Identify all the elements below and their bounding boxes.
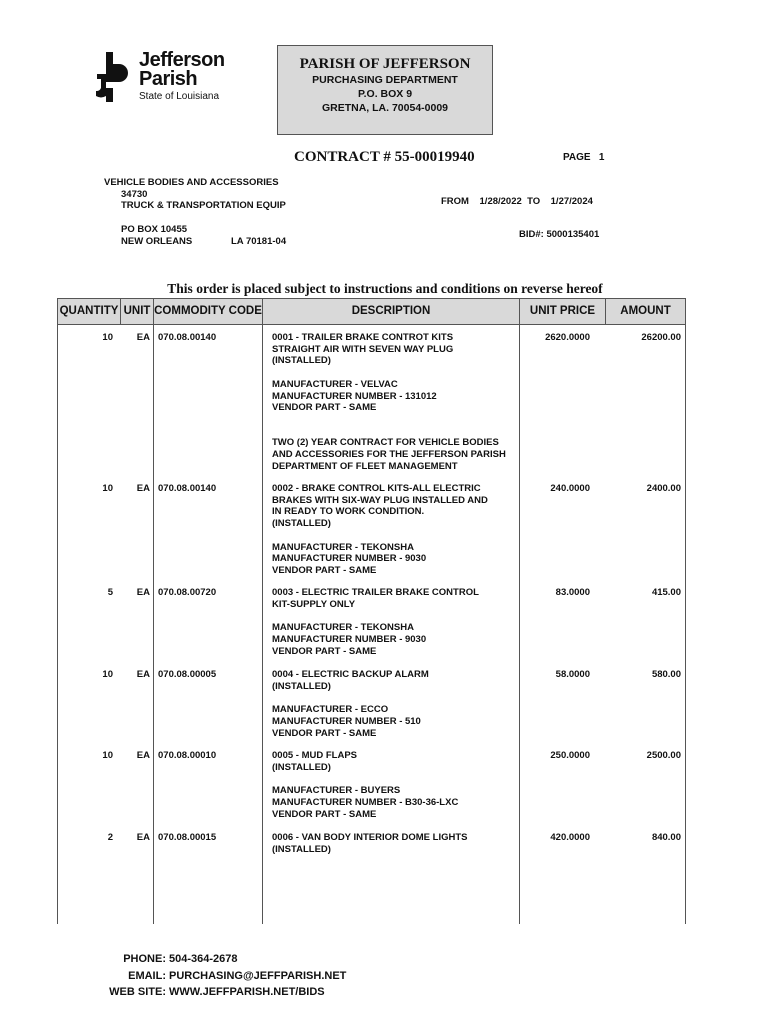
description-line: MANUFACTURER NUMBER - B30-36-LXC bbox=[272, 796, 459, 808]
logo-line-1: Jefferson bbox=[139, 49, 225, 71]
col-description: DESCRIPTION bbox=[263, 299, 520, 324]
header-line-city: GRETNA, LA. 70054-0009 bbox=[321, 102, 449, 114]
description-line: MANUFACTURER - TEKONSHA bbox=[272, 622, 414, 634]
header-line-po-box: P.O. BOX 9 bbox=[357, 88, 413, 100]
row-quantity: 10 bbox=[102, 669, 113, 680]
description-line: VENDOR PART - SAME bbox=[272, 727, 377, 739]
description-line: MANUFACTURER - BUYERS bbox=[272, 785, 401, 797]
description-line: VENDOR PART - SAME bbox=[272, 645, 377, 657]
page-number: PAGE 1 bbox=[563, 152, 605, 163]
table-border-right bbox=[685, 325, 686, 924]
row-unit-price: 2620.0000 bbox=[545, 332, 590, 343]
row-commodity-code: 070.08.00010 bbox=[158, 750, 217, 761]
description-line: (INSTALLED) bbox=[272, 680, 331, 692]
description-line: 0002 - BRAKE CONTROL KITS-ALL ELECTRIC bbox=[272, 483, 481, 494]
description-line: AND ACCESSORIES FOR THE JEFFERSON PARISH bbox=[272, 448, 506, 460]
row-description bbox=[272, 832, 527, 855]
description-line: MANUFACTURER - ECCO bbox=[272, 704, 389, 716]
description-line: 0006 - VAN BODY INTERIOR DOME LIGHTS bbox=[272, 832, 468, 843]
row-amount: 580.00 bbox=[651, 669, 681, 680]
description-line: (INSTALLED) bbox=[272, 761, 331, 773]
row-commodity-code: 070.08.00005 bbox=[158, 669, 217, 680]
row-unit-price: 250.0000 bbox=[550, 750, 590, 761]
description-line: TWO (2) YEAR CONTRACT FOR VEHICLE BODIES bbox=[272, 437, 499, 449]
description-line bbox=[272, 610, 527, 622]
description-line bbox=[272, 530, 527, 542]
description-line: VENDOR PART - SAME bbox=[272, 564, 377, 576]
col-quantity: QUANTITY bbox=[58, 299, 121, 324]
vendor-number: 34730 bbox=[121, 188, 148, 200]
table-divider-unit bbox=[153, 325, 154, 924]
col-commodity-code: COMMODITY CODE bbox=[154, 299, 263, 324]
vendor-name: VEHICLE BODIES AND ACCESSORIES bbox=[104, 177, 279, 188]
vendor-block bbox=[104, 177, 286, 212]
contract-period: FROM 1/28/2022 TO 1/27/2024 bbox=[441, 196, 593, 207]
description-line: (INSTALLED) bbox=[272, 843, 331, 855]
description-line: BRAKES WITH SIX-WAY PLUG INSTALLED AND bbox=[272, 494, 488, 506]
row-quantity: 10 bbox=[102, 332, 113, 343]
website-label: WEB SITE: bbox=[109, 986, 166, 998]
vendor-city: NEW ORLEANS bbox=[121, 235, 193, 247]
description-line: MANUFACTURER - TEKONSHA bbox=[272, 541, 414, 553]
row-description bbox=[272, 332, 527, 472]
description-line: MANUFACTURER NUMBER - 9030 bbox=[272, 633, 427, 645]
description-line: MANUFACTURER NUMBER - 9030 bbox=[272, 553, 427, 565]
row-commodity-code: 070.08.00140 bbox=[158, 332, 217, 343]
row-amount: 2500.00 bbox=[646, 750, 681, 761]
description-line: KIT-SUPPLY ONLY bbox=[272, 598, 356, 610]
table-header bbox=[57, 298, 686, 325]
col-unit-price: UNIT PRICE bbox=[520, 299, 606, 324]
row-quantity: 5 bbox=[107, 587, 113, 598]
contact-footer bbox=[104, 951, 346, 1001]
row-quantity: 2 bbox=[107, 832, 113, 843]
bid-number: BID#: 5000135401 bbox=[519, 229, 600, 240]
description-line: 0004 - ELECTRIC BACKUP ALARM bbox=[272, 669, 429, 680]
parish-logo-mark-icon bbox=[95, 50, 133, 105]
description-line: 0003 - ELECTRIC TRAILER BRAKE CONTROL bbox=[272, 587, 479, 598]
row-unit: EA bbox=[136, 832, 150, 843]
row-amount: 840.00 bbox=[651, 832, 681, 843]
header-line-department: PURCHASING DEPARTMENT bbox=[312, 74, 458, 86]
description-line: IN READY TO WORK CONDITION. bbox=[272, 506, 425, 518]
row-description bbox=[272, 587, 527, 657]
row-unit-price: 83.0000 bbox=[555, 587, 590, 598]
row-amount: 2400.00 bbox=[646, 483, 681, 494]
description-line: (INSTALLED) bbox=[272, 518, 331, 530]
description-line: VENDOR PART - SAME bbox=[272, 808, 377, 820]
email-label: EMAIL: bbox=[128, 969, 166, 982]
description-line: 0005 - MUD FLAPS bbox=[272, 750, 357, 761]
order-notice: This order is placed subject to instructions and conditions on reverse hereof bbox=[167, 281, 603, 296]
row-unit: EA bbox=[136, 669, 150, 680]
logo-wordmark bbox=[139, 51, 225, 89]
row-unit: EA bbox=[136, 750, 150, 761]
row-unit: EA bbox=[136, 332, 150, 343]
description-line: VENDOR PART - SAME bbox=[272, 402, 377, 414]
row-description bbox=[272, 750, 527, 820]
row-unit-price: 420.0000 bbox=[550, 832, 590, 843]
logo-subtitle: State of Louisiana bbox=[139, 91, 220, 102]
row-commodity-code: 070.08.00720 bbox=[158, 587, 217, 598]
contract-number: CONTRACT # 55-00019940 bbox=[294, 149, 475, 165]
row-unit-price: 240.0000 bbox=[550, 483, 590, 494]
logo-line-2: Parish bbox=[139, 68, 198, 90]
description-line bbox=[272, 692, 527, 704]
vendor-po-box: PO BOX 10455 bbox=[121, 224, 188, 235]
description-line bbox=[272, 426, 527, 438]
header-title: PARISH OF JEFFERSON bbox=[299, 56, 471, 72]
description-line: MANUFACTURER - VELVAC bbox=[272, 378, 398, 390]
row-amount: 415.00 bbox=[651, 587, 681, 598]
col-unit: UNIT bbox=[121, 299, 154, 324]
header-box bbox=[277, 45, 493, 135]
description-line: MANUFACTURER NUMBER - 510 bbox=[272, 715, 421, 727]
row-description bbox=[272, 483, 527, 577]
website-value[interactable]: WWW.JEFFPARISH.NET/BIDS bbox=[169, 986, 325, 998]
row-unit: EA bbox=[136, 587, 150, 598]
phone-value: 504-364-2678 bbox=[169, 953, 238, 965]
row-quantity: 10 bbox=[102, 483, 113, 494]
description-line: MANUFACTURER NUMBER - 131012 bbox=[272, 390, 437, 402]
description-line bbox=[272, 367, 527, 379]
row-commodity-code: 070.08.00140 bbox=[158, 483, 217, 494]
phone-label: PHONE: bbox=[123, 953, 166, 965]
row-commodity-code: 070.08.00015 bbox=[158, 832, 217, 843]
row-unit-price: 58.0000 bbox=[555, 669, 590, 680]
vendor-address bbox=[121, 224, 286, 247]
row-amount: 26200.00 bbox=[641, 332, 681, 343]
row-quantity: 10 bbox=[102, 750, 113, 761]
vendor-state-zip: LA 70181-04 bbox=[231, 235, 287, 247]
row-unit: EA bbox=[136, 483, 150, 494]
col-amount: AMOUNT bbox=[620, 305, 671, 317]
description-line bbox=[272, 773, 527, 785]
table-divider-code bbox=[262, 325, 263, 924]
description-line: (INSTALLED) bbox=[272, 355, 331, 367]
jefferson-parish-logo bbox=[95, 50, 255, 105]
email-value[interactable]: PURCHASING@JEFFPARISH.NET bbox=[169, 969, 347, 982]
description-line: DEPARTMENT OF FLEET MANAGEMENT bbox=[272, 460, 458, 472]
vendor-company: TRUCK & TRANSPORTATION EQUIP bbox=[121, 200, 286, 211]
description-line bbox=[272, 414, 527, 426]
description-line: 0001 - TRAILER BRAKE CONTROT KITS bbox=[272, 332, 454, 343]
row-description bbox=[272, 669, 527, 739]
description-line: STRAIGHT AIR WITH SEVEN WAY PLUG bbox=[272, 343, 454, 355]
